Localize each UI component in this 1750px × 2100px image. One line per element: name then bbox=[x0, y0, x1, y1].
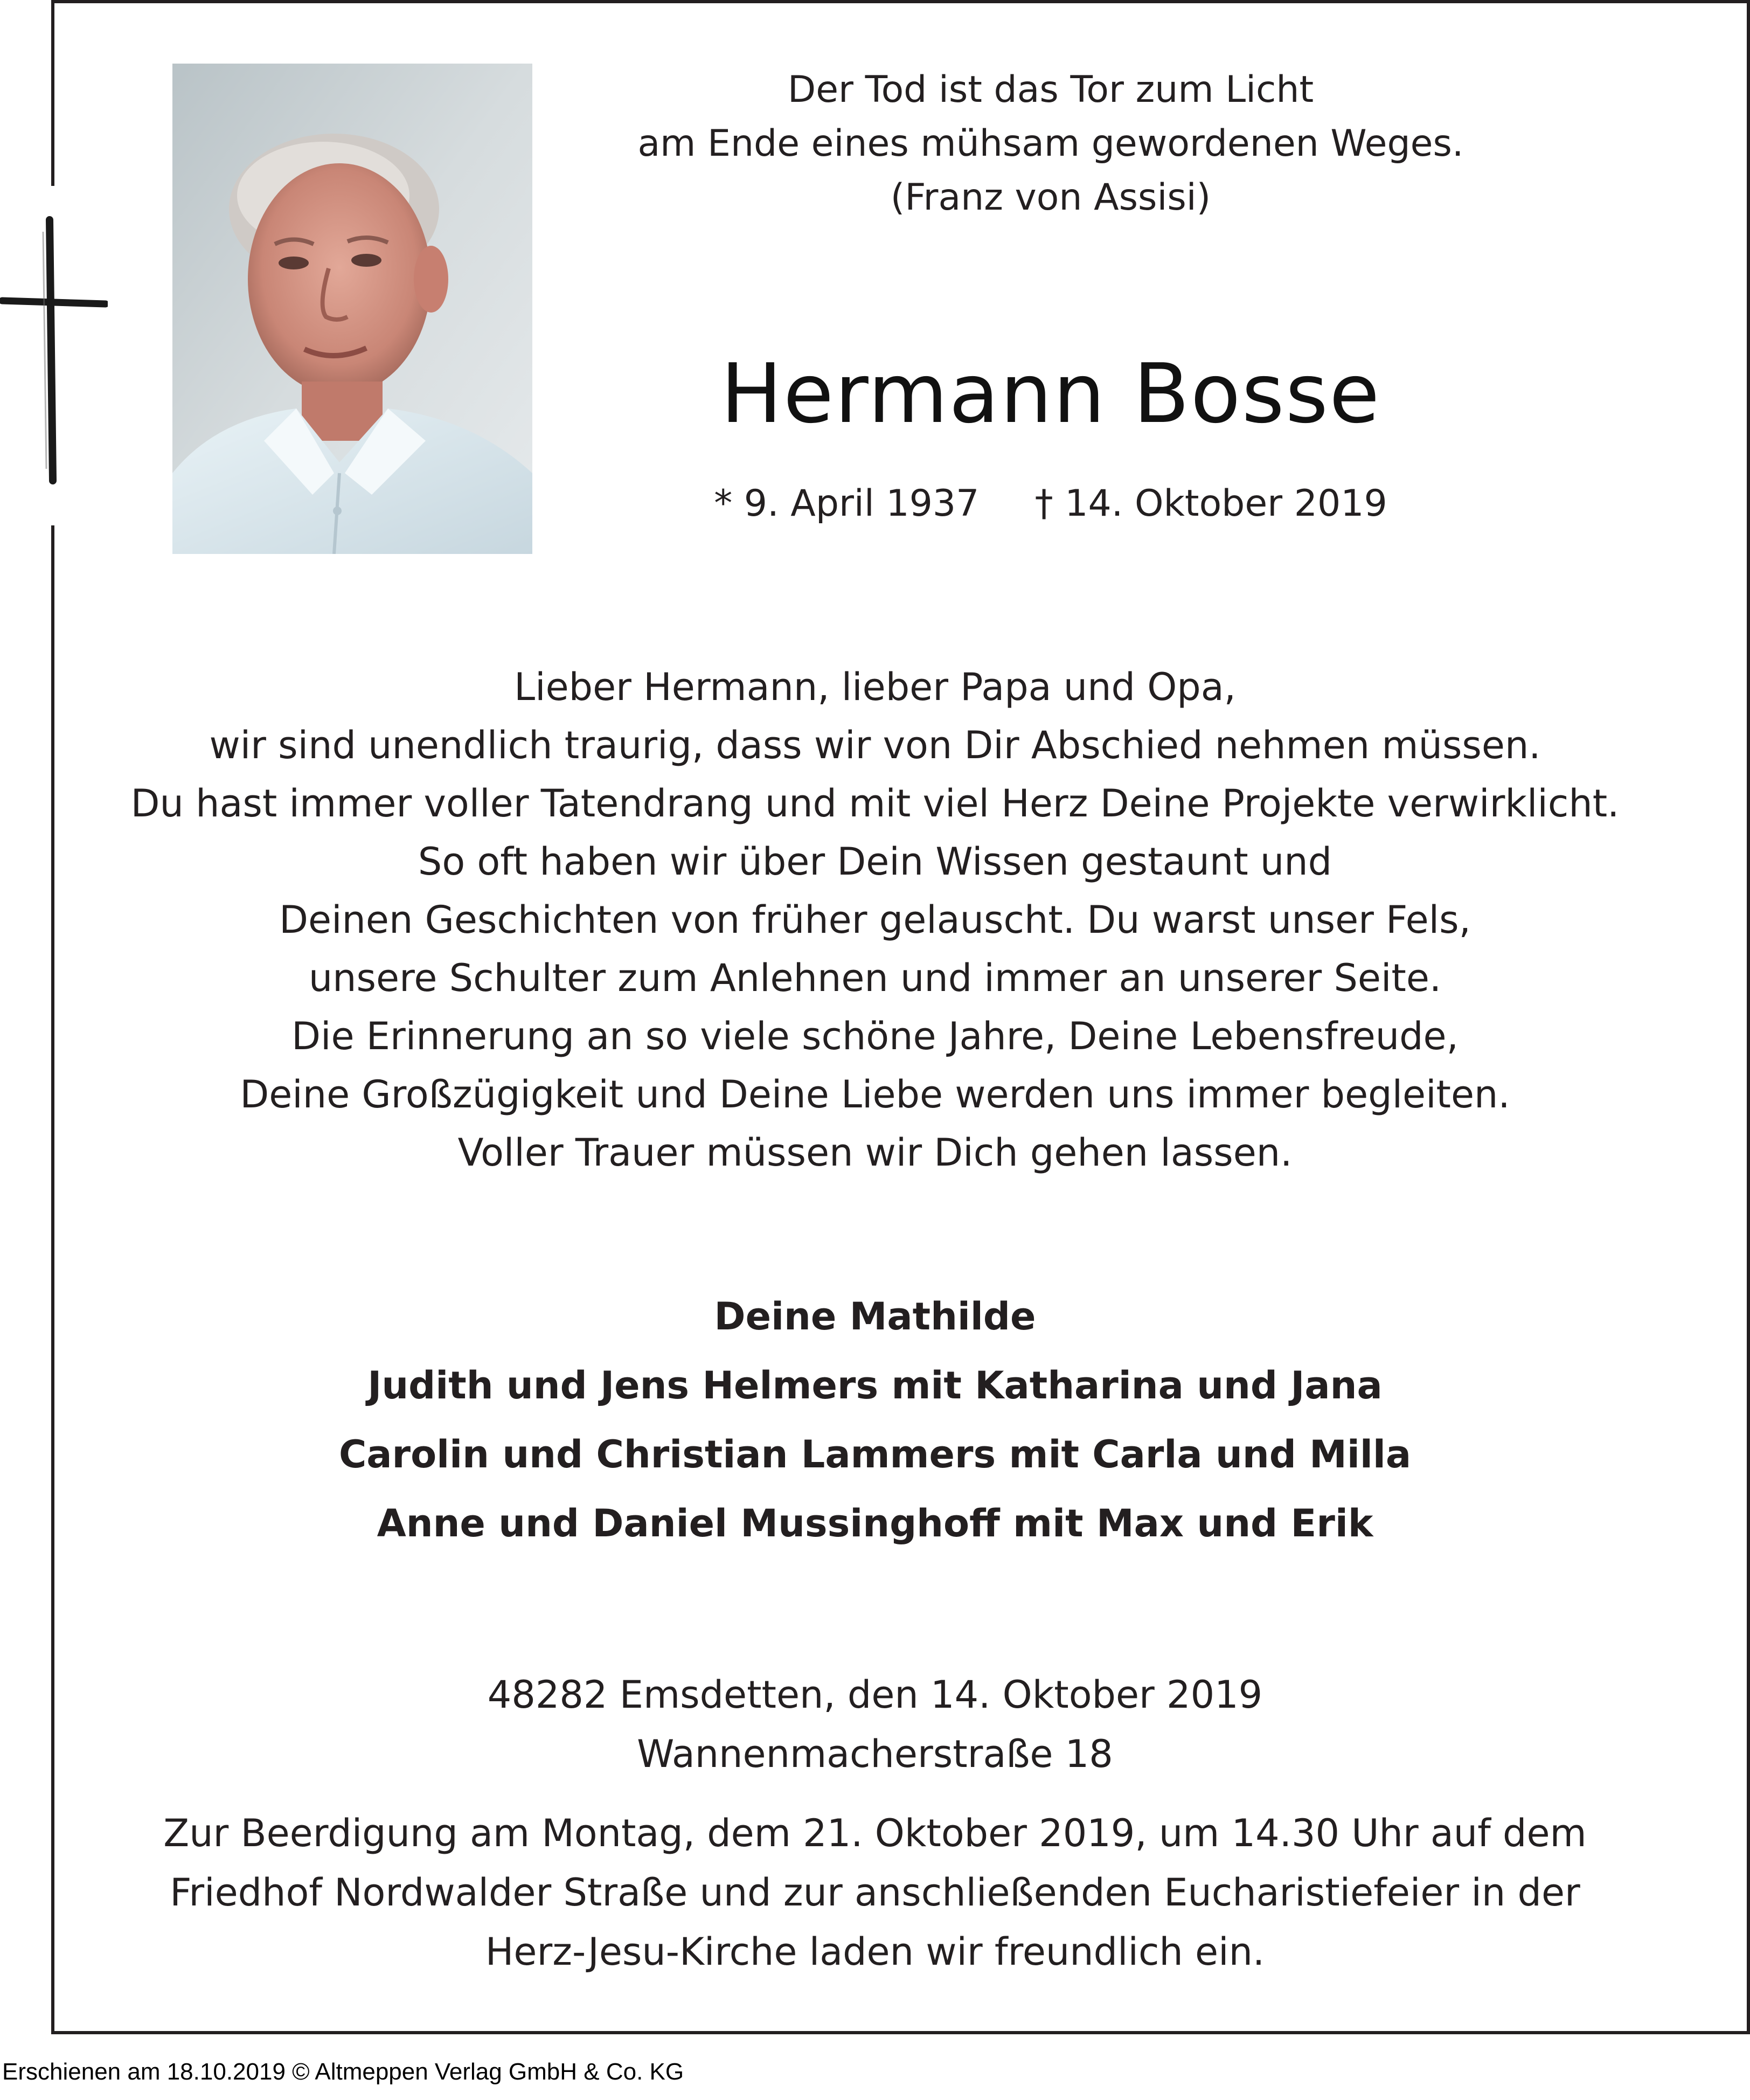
message-line-7: Die Erinnerung an so viele schöne Jahre, Deine Lebensfreude, bbox=[291, 1014, 1459, 1058]
family-line-1: Deine Mathilde bbox=[714, 1294, 1036, 1339]
family-line-4: Anne und Daniel Mussinghoff mit Max und Erik bbox=[377, 1501, 1373, 1545]
birth-date: * 9. April 1937 bbox=[714, 482, 980, 525]
portrait-photo bbox=[172, 64, 532, 554]
deceased-name: Hermann Bosse bbox=[720, 346, 1381, 441]
frame-right-border bbox=[1747, 0, 1750, 2034]
message-line-3: Du hast immer voller Tatendrang und mit viel Herz Deine Projekte verwirklicht. bbox=[130, 781, 1620, 826]
family-line-2: Judith und Jens Helmers mit Katharina und Jana bbox=[367, 1363, 1383, 1408]
funeral-line-2: Friedhof Nordwalder Straße und zur anschließenden Eucharistiefeier in der bbox=[170, 1870, 1580, 1915]
message-line-4: So oft haben wir über Dein Wissen gestaunt und bbox=[418, 840, 1332, 884]
message-line-6: unsere Schulter zum Anlehnen und immer an unserer Seite. bbox=[308, 956, 1442, 1000]
message-line-9: Voller Trauer müssen wir Dich gehen lassen. bbox=[457, 1131, 1293, 1175]
frame-left-border-upper bbox=[51, 0, 54, 186]
funeral-line-1: Zur Beerdigung am Montag, dem 21. Oktober 2019, um 14.30 Uhr auf dem bbox=[163, 1811, 1587, 1855]
publication-credit: Erschienen am 18.10.2019 © Altmeppen Verlag GmbH & Co. KG bbox=[2, 2059, 684, 2085]
death-date: † 14. Oktober 2019 bbox=[1034, 482, 1387, 525]
life-dates bbox=[566, 482, 1536, 525]
message-line-8: Deine Großzügigkeit und Deine Liebe werden uns immer begleiten. bbox=[240, 1072, 1510, 1117]
frame-top-border bbox=[51, 0, 1750, 3]
frame-bottom-border bbox=[51, 2031, 1750, 2034]
message-line-2: wir sind unendlich traurig, dass wir von Dir Abschied nehmen müssen. bbox=[209, 723, 1541, 767]
message-line-1: Lieber Hermann, lieber Papa und Opa, bbox=[514, 665, 1236, 709]
frame-left-border-lower bbox=[51, 525, 54, 2034]
street-address: Wannenmacherstraße 18 bbox=[637, 1732, 1113, 1776]
cross-icon bbox=[0, 216, 108, 485]
quote-attribution: (Franz von Assisi) bbox=[890, 176, 1211, 219]
quote-line-1: Der Tod ist das Tor zum Licht bbox=[787, 68, 1314, 111]
family-line-3: Carolin und Christian Lammers mit Carla und Milla bbox=[338, 1432, 1412, 1477]
place-and-date: 48282 Emsdetten, den 14. Oktober 2019 bbox=[487, 1673, 1263, 1717]
message-line-5: Deinen Geschichten von früher gelauscht. Du warst unser Fels, bbox=[279, 898, 1471, 942]
quote-line-2: am Ende eines mühsam gewordenen Weges. bbox=[637, 122, 1464, 165]
funeral-line-3: Herz-Jesu-Kirche laden wir freundlich ein. bbox=[485, 1930, 1265, 1974]
